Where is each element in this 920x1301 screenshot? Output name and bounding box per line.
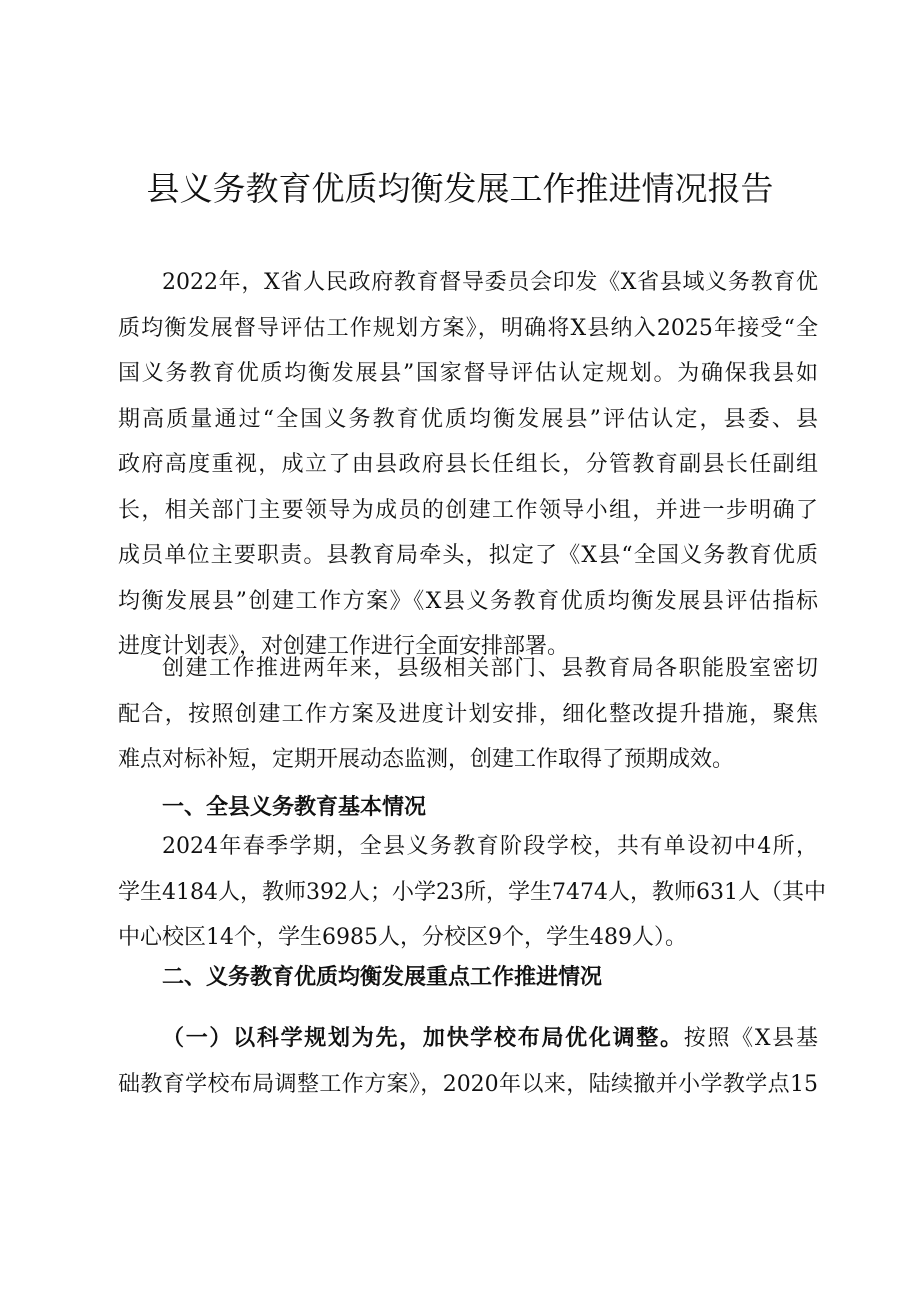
- text-line: 创建工作推进两年来，县级相关部门、县教育局各职能股室密切: [162, 656, 818, 681]
- section-heading-1: 一、全县义务教育基本情况: [162, 795, 427, 820]
- text-line: 配合，按照创建工作方案及进度计划安排，细化整改提升措施，聚焦: [118, 701, 818, 727]
- paragraph-progress: [118, 646, 818, 783]
- text-line: [118, 1016, 818, 1062]
- text-line: 进度计划表》，对创建工作进行全面安排部署。: [118, 634, 570, 659]
- text-line: 2024年春季学期，全县义务教育阶段学校，共有单设初中4所，: [162, 834, 818, 859]
- text-line: 政府高度重视，成立了由县政府县长任组长，分管教育副县长任副组: [118, 452, 818, 477]
- paragraph-intro: [118, 260, 818, 670]
- text-line: 质均衡发展督导评估工作规划方案》，明确将X县纳入2025年接受“全: [118, 315, 818, 341]
- text-line: 难点对标补短，定期开展动态监测，创建工作取得了预期成效。: [118, 747, 735, 772]
- text-line: 学生4184人，教师392人；小学23所，学生7474人，教师631人（其中: [118, 879, 826, 905]
- text-line: 成员单位主要职责。县教育局牵头，拟定了《X县“全国义务教育优质: [118, 543, 818, 568]
- text-line: 期高质量通过“全国义务教育优质均衡发展县”评估认定，县委、县: [118, 406, 818, 432]
- subsection-heading: （一）以科学规划为先，加快学校布局优化调整。: [162, 1026, 684, 1051]
- paragraph-stats: [118, 824, 826, 961]
- text-line: 长，相关部门主要领导为成员的创建工作领导小组，并进一步明确了: [118, 497, 818, 523]
- text-fragment: 按照《X县基: [683, 1026, 818, 1051]
- text-line: 均衡发展县”创建工作方案》《X县义务教育优质均衡发展县评估指标: [118, 588, 818, 614]
- text-line: 国义务教育优质均衡发展县”国家督导评估认定规划。为确保我县如: [118, 361, 818, 386]
- section-heading-2: 二、义务教育优质均衡发展重点工作推进情况: [162, 965, 603, 990]
- text-line: 础教育学校布局调整工作方案》，2020年以来，陆续撤并小学教学点15: [118, 1071, 818, 1097]
- text-line: 2022年，X省人民政府教育督导委员会印发《X省县域义务教育优: [162, 270, 818, 295]
- text-line: 中心校区14个，学生6985人，分校区9个，学生489人）。: [118, 925, 687, 950]
- document-title: 县义务教育优质均衡发展工作推进情况报告: [146, 169, 774, 208]
- paragraph-planning: [118, 1016, 818, 1107]
